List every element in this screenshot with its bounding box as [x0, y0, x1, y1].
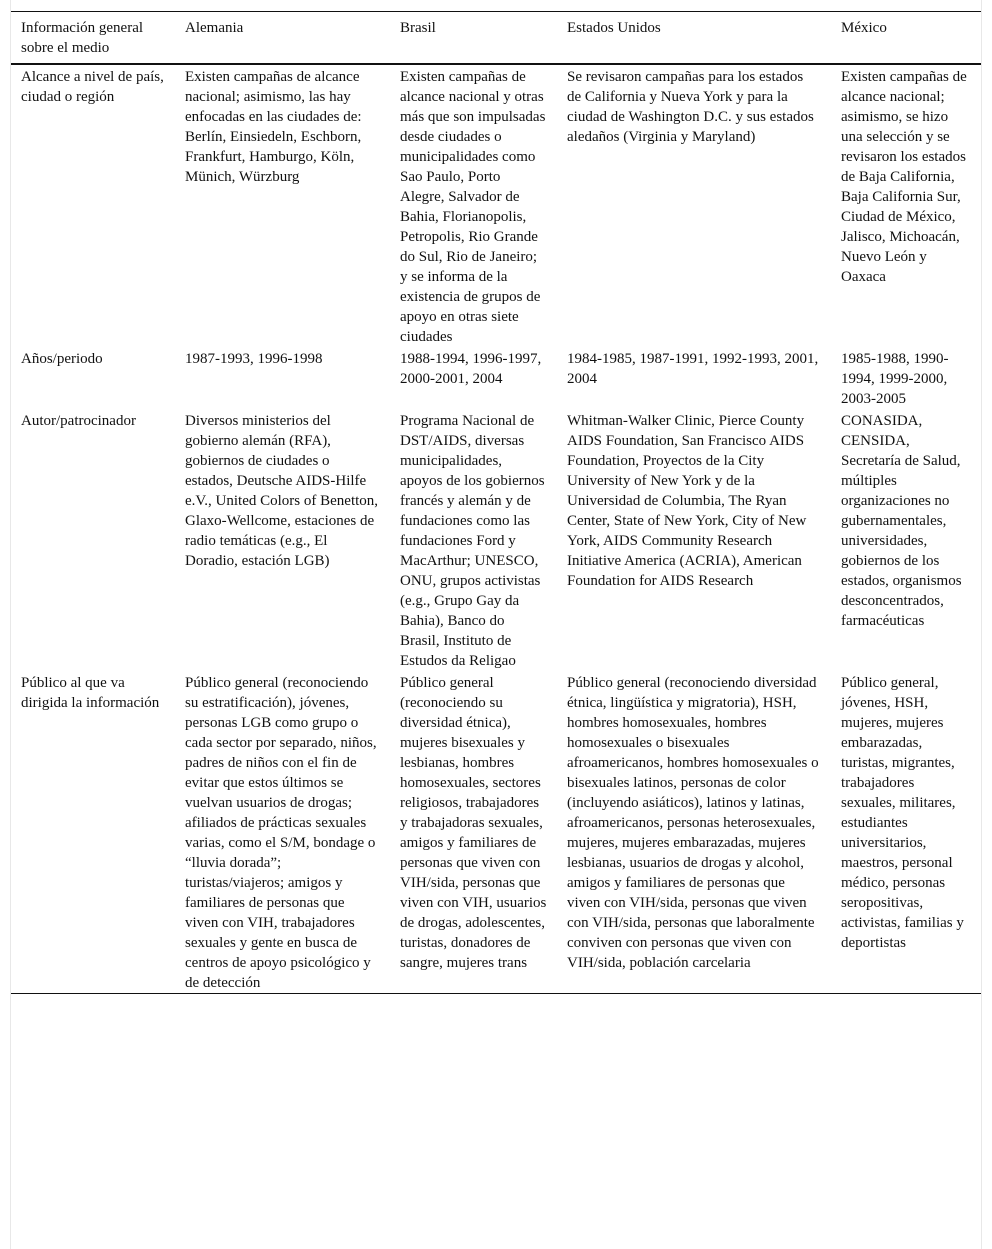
table-row [11, 64, 981, 347]
cell-alemania: 1987-1993, 1996-1998 [185, 351, 323, 367]
header-row [11, 12, 981, 65]
cell-mexico: Público general, jóvenes, HSH, mujeres, mujeres embarazadas, turistas, migrantes, trabajadores sexuales, militares, estudiantes universitarios, maestros, personal médico, personas seropositivas, activistas, familias y deportistas [841, 675, 964, 951]
header-mexico: México [841, 20, 887, 36]
cell-mexico: 1985-1988, 1990-1994, 1999-2000, 2003-2005 [841, 351, 949, 407]
table-row [11, 347, 981, 409]
table-row [11, 671, 981, 994]
cell-estados-unidos: Público general (reconociendo diversidad étnica, lingüística y migratoria), HSH, hombres homosexuales, hombres homosexuales o bisexuales afroamericanos, hombres homosexuales o bisexuales latinos, personas de color (incluyendo asiáticos), latinos y latinas, afroamericanos, personas heterosexuales, mujeres, mujeres embarazadas, mujeres lesbianas, usuarios de drogas y alcohol, amigos y familiares de personas que viven con VIH/sida, personas que viven con VIH/sida, personas que laboralmente conviven con personas que viven con VIH/sida, población carcelaria [567, 675, 819, 971]
table-row [11, 409, 981, 671]
row-label: Años/periodo [21, 351, 103, 367]
cell-estados-unidos: Whitman-Walker Clinic, Pierce County AIDS Foundation, San Francisco AIDS Foundation, Proyectos de la City University of New York y de la Universidad de Columbia, The Ryan Center, State of New York, City of New York, AIDS Community Research Initiative America (ACRIA), American Foundation for AIDS Research [567, 413, 807, 589]
row-label: Público al que va dirigida la información [21, 675, 160, 711]
cell-alemania: Existen campañas de alcance nacional; asimismo, las hay enfocadas en las ciudades de: Berlín, Einsiedeln, Eschborn, Frankfurt, Hamburgo, Köln, Münich, Würzburg [185, 69, 362, 185]
comparison-table [11, 11, 981, 994]
cell-brasil: 1988-1994, 1996-1997, 2000-2001, 2004 [400, 351, 542, 387]
cell-brasil: Existen campañas de alcance nacional y otras más que son impulsadas desde ciudades o municipalidades como Sao Paulo, Porto Alegre, Salvador de Bahia, Florianopolis, Petropolis, Rio Grande do Sul, Rio de Janeiro; y se informa de la existencia de grupos de apoyo en otras siete ciudades [400, 69, 546, 345]
cell-brasil: Programa Nacional de DST/AIDS, diversas municipalidades, apoyos de los gobiernos francés y alemán y de fundaciones como las fundaciones Ford y MacArthur; UNESCO, ONU, grupos activistas (e.g., Grupo Gay da Bahia), Banco do Brasil, Instituto de Estudos da Religao [400, 413, 545, 669]
cell-estados-unidos: Se revisaron campañas para los estados de California y Nueva York y para la ciudad de Washington D.C. y sus estados aledaños (Virginia y Maryland) [567, 69, 814, 145]
header-estados-unidos: Estados Unidos [567, 20, 661, 36]
header-info-general: Información general sobre el medio [21, 20, 144, 56]
header-brasil: Brasil [400, 20, 436, 36]
row-label: Autor/patrocinador [21, 413, 136, 429]
cell-mexico: Existen campañas de alcance nacional; asimismo, se hizo una selección y se revisaron los estados de Baja California, Baja California Sur, Ciudad de México, Jalisco, Michoacán, Nuevo León y Oaxaca [841, 69, 967, 285]
table-body [11, 64, 981, 994]
cell-mexico: CONASIDA, CENSIDA, Secretaría de Salud, múltiples organizaciones no gubernamentales, universidades, gobiernos de los estados, organismos desconcentrados, farmacéuticas [841, 413, 962, 629]
row-label: Alcance a nivel de país, ciudad o región [21, 69, 164, 105]
cell-alemania: Diversos ministerios del gobierno alemán (RFA), gobiernos de ciudades o estados, Deutsche AIDS-Hilfe e.V., United Colors of Benetton, Glaxo-Wellcome, estaciones de radio temáticas (e.g., El Doradio, estación LGB) [185, 413, 379, 569]
cell-estados-unidos: 1984-1985, 1987-1991, 1992-1993, 2001, 2004 [567, 351, 819, 387]
table-header [11, 12, 981, 65]
cell-alemania: Público general (reconociendo su estratificación), jóvenes, personas LGB como grupo o cada sector por separado, niños, padres de niños con el fin de evitar que estos últimos se vuelvan usuarios de drogas; afiliados de prácticas sexuales varias, como el S/M, bondage o “lluvia dorada”; turistas/viajeros; amigos y familiares de personas que viven con VIH, trabajadores sexuales y gente en busca de centros de apoyo psicológico y de detección [185, 675, 377, 991]
header-alemania: Alemania [185, 20, 244, 36]
cell-brasil: Público general (reconociendo su diversidad étnica), mujeres bisexuales y lesbianas, hombres homosexuales, sectores religiosos, trabajadores y trabajadoras sexuales, amigos y familiares de personas que viven con VIH/sida, personas que viven con VIH, usuarios de drogas, adolescentes, turistas, donadores de sangre, mujeres trans [400, 675, 547, 971]
